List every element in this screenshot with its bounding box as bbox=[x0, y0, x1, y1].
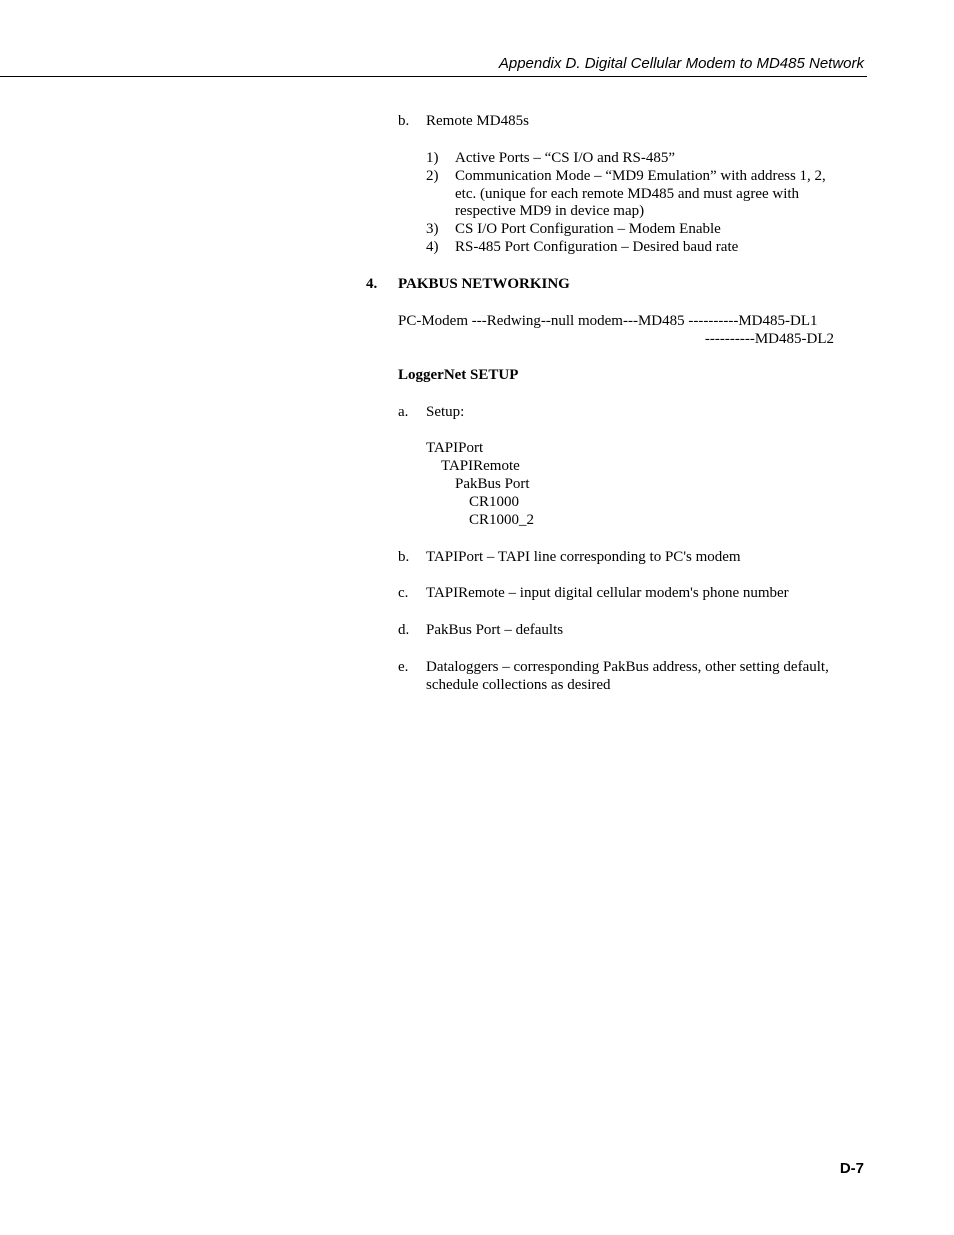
tree-node: CR1000 bbox=[469, 494, 520, 510]
list-item-text: Active Ports – “CS I/O and RS-485” bbox=[455, 150, 675, 166]
list-letter: d. bbox=[398, 622, 410, 638]
page-header: Appendix D. Digital Cellular Modem to MD485 Network bbox=[498, 55, 864, 72]
list-number: 4) bbox=[426, 239, 439, 255]
list-number: 1) bbox=[426, 150, 439, 166]
list-item-text: Communication Mode – “MD9 Emulation” with address 1, 2, bbox=[455, 168, 826, 184]
list-item-text: respective MD9 in device map) bbox=[455, 203, 645, 219]
step-text: Dataloggers – corresponding PakBus address, other setting default, bbox=[426, 659, 829, 675]
section-title: PAKBUS NETWORKING bbox=[398, 276, 570, 292]
network-diagram-line: PC-Modem ---Redwing--null modem---MD485 ----------MD485-DL1 bbox=[398, 313, 818, 329]
header-rule bbox=[0, 76, 867, 77]
step-text: TAPIPort – TAPI line corresponding to PC's modem bbox=[426, 549, 741, 565]
list-letter: b. bbox=[398, 113, 410, 129]
section-number: 4. bbox=[366, 276, 378, 292]
list-item-text: etc. (unique for each remote MD485 and must agree with bbox=[455, 186, 800, 202]
tree-node: TAPIRemote bbox=[441, 458, 520, 474]
page-number: D-7 bbox=[839, 1160, 864, 1177]
step-text: PakBus Port – defaults bbox=[426, 622, 564, 638]
setup-heading: LoggerNet SETUP bbox=[398, 367, 519, 383]
step-text: TAPIRemote – input digital cellular modem's phone number bbox=[426, 585, 789, 601]
list-letter: e. bbox=[398, 659, 409, 675]
list-letter: b. bbox=[398, 549, 410, 565]
subsection-title: Remote MD485s bbox=[426, 113, 529, 129]
tree-node: PakBus Port bbox=[455, 476, 530, 492]
tree-node: CR1000_2 bbox=[469, 512, 535, 528]
list-number: 2) bbox=[426, 168, 439, 184]
list-letter: a. bbox=[398, 404, 409, 420]
list-item-text: RS-485 Port Configuration – Desired baud rate bbox=[455, 239, 739, 255]
tree-node: TAPIPort bbox=[426, 440, 484, 456]
step-text: schedule collections as desired bbox=[426, 677, 611, 693]
list-item-text: CS I/O Port Configuration – Modem Enable bbox=[455, 221, 721, 237]
list-number: 3) bbox=[426, 221, 439, 237]
list-letter: c. bbox=[398, 585, 409, 601]
network-diagram-line: ----------MD485-DL2 bbox=[704, 331, 834, 347]
setup-label: Setup: bbox=[426, 404, 465, 420]
